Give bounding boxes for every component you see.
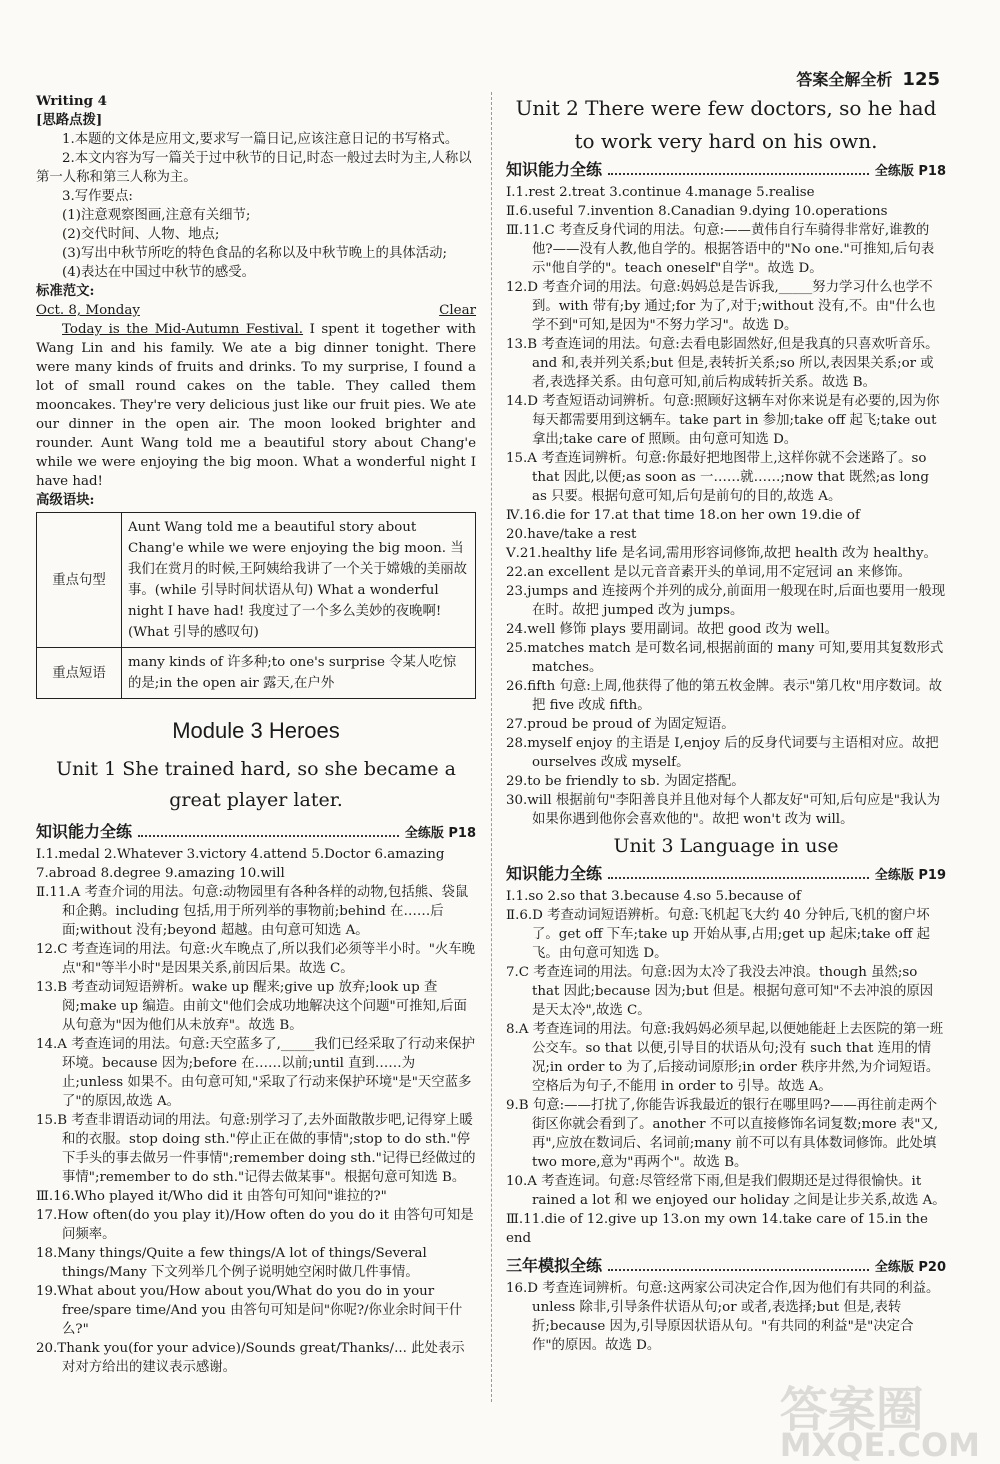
answer-line: 16.D 考查连词辨析。句意:这两家公司决定合作,因为他们有共同的利益。unless 除非,引导条件状语从句;or 或者,表选择;but 但是,表转折;because 因为,引导原因状语从句。"有共同的利益"是"决定合作"的原因。故选 D。 bbox=[506, 1281, 940, 1353]
answer-line: 30.will 根据前句"李阳善良并且他对每个人都友好"可知,后句应是"我认为如果你遇到他你会喜欢他的"。故把 won't 改为 will。 bbox=[506, 793, 941, 827]
answer-line: 17.How often(do you play it)/How often do you do it 由答句可知是问频率。 bbox=[36, 1208, 474, 1242]
tip-line: (4)表达在中国过中秋节的感受。 bbox=[62, 265, 256, 280]
unit1-title: Unit 1 She trained hard, so she became a great player later. bbox=[56, 758, 456, 811]
answer-line: Ⅱ.6.D 考查动词短语辨析。句意:飞机起飞大约 40 分钟后,飞机的窗户坏了。get off 下车;take up 开始从事,占用;get up 起床;take off 起飞。由句意可知选 D。 bbox=[506, 908, 931, 961]
answer-line: 29.to be friendly to sb. 为固定搭配。 bbox=[506, 774, 745, 789]
answer-line: Ⅰ.1.rest 2.treat 3.continue 4.manage 5.realise bbox=[506, 185, 815, 200]
tip-line: (1)注意观察图画,注意有关细节; bbox=[62, 208, 251, 223]
answer-line: Ⅲ.11.C 考查反身代词的用法。句意:——黄伟自行车骑得非常好,谁教的他?——没有人教,他自学的。根据答语中的"No one."可推知,后句表示"他自学的"。teach oneself"自学"。故选 D。 bbox=[506, 223, 935, 276]
answer-line: 22.an excellent 是以元音音素开头的单词,用不定冠词 an 来修饰。 bbox=[506, 565, 911, 580]
section-ref: 全练版 P18 bbox=[404, 826, 476, 841]
tip-line: 2.本文内容为写一篇关于过中秋节的日记,时态一般过去时为主,人称以第一人称和第三人称为主。 bbox=[36, 151, 472, 185]
answer-line: Ⅱ.6.useful 7.invention 8.Canadian 9.dying 10.operations bbox=[506, 204, 888, 219]
tip-line: 1.本题的文体是应用文,要求写一篇日记,应该注意日记的书写格式。 bbox=[62, 132, 459, 147]
answer-line: 28.myself enjoy 的主语是 I,enjoy 后的反身代词要与主语相对应。故把 ourselves 改成 myself。 bbox=[506, 736, 939, 770]
table-label: 重点短语 bbox=[37, 648, 122, 699]
answer-line: 24.well 修饰 plays 要用副词。故把 good 改为 well。 bbox=[506, 622, 838, 637]
answer-line: 23.jumps and 连接两个并列的成分,前面用一般现在时,后面也要用一般现在时。故把 jumped 改为 jumps。 bbox=[506, 584, 946, 618]
section-bar bbox=[506, 160, 946, 181]
diary-date: Oct. 8, Monday bbox=[36, 303, 140, 318]
table-row bbox=[37, 648, 476, 699]
watermark-logo: 答案圈 bbox=[779, 1382, 924, 1438]
answer-line: 12.D 考查介词的用法。句意:妈妈总是告诉我,_____努力学习什么也学不到。with 带有;by 通过;for 为了,对于;without 没有,不。由"什么也学不到"可知,是因为"不努力学习"。故选 D。 bbox=[506, 280, 936, 333]
watermark-url: MXQE.COM bbox=[779, 1426, 980, 1464]
answer-line: 20.have/take a rest bbox=[506, 527, 637, 542]
tips-title: [思路点拨] bbox=[36, 112, 103, 128]
section-ref: 全练版 P20 bbox=[874, 1260, 946, 1275]
answer-line: 19.What about you/How about you/What do you do in your free/spare time/And you 由答句可知是问"你呢?/你业余时间干什么?" bbox=[36, 1284, 463, 1337]
diary-weather: Clear bbox=[439, 303, 476, 318]
answer-line: 26.fifth 句意:上周,他获得了他的第五枚金牌。表示"第几枚"用序数词。故把 five 改成 fifth。 bbox=[506, 679, 943, 713]
header-title: 答案全解全析 bbox=[796, 70, 893, 89]
answer-line: 25.matches match 是可数名词,根据前面的 many 可知,要用其复数形式 matches。 bbox=[506, 641, 944, 675]
essay-first-sentence: Today is the Mid-Autumn Festival. bbox=[62, 322, 304, 337]
section-bar bbox=[506, 864, 946, 885]
answer-line: 15.B 考查非谓语动词的用法。句意:别学习了,去外面散散步吧,记得穿上暖和的衣服。stop doing sth."停止正在做的事情";stop to do sth."停下手头的事去做另一件事情";remember doing sth."记得已经做过的事情";remember to do sth."记得去做某事"。根据句意可知选 B。 bbox=[36, 1113, 476, 1185]
table-content: Aunt Wang told me a beautiful story about Chang'e while we were enjoying the big moon. 当我们在赏月的时候,王阿姨给我讲了一个关于嫦娥的美丽故事。(while 引导时间状语从句) What a wonderful night I have had! 我度过了一个多么美妙的夜晚啊!(What 引导的感叹句) bbox=[122, 513, 476, 648]
answer-line: 20.Thank you(for your advice)/Sounds great/Thanks/... 此处表示对对方给出的建议表示感谢。 bbox=[36, 1341, 465, 1375]
table-content: many kinds of 许多种;to one's surprise 令某人吃惊的是;in the open air 露天,在户外 bbox=[122, 648, 476, 699]
section-dots bbox=[608, 173, 869, 175]
answer-line: 18.Many things/Quite a few things/A lot of things/Several things/Many 下文列举几个例子说明她空闲时做几件事情。 bbox=[36, 1246, 427, 1280]
answer-line: 7.C 考查连词的用法。句意:因为太冷了我没去冲浪。though 虽然;so that 因此;because 因为;but 但是。根据句意可知"不去冲浪的原因是天太冷",故选 C。 bbox=[506, 965, 934, 1018]
essay-body: I spent it together with Wang Lin and his family. We ate a big dinner tonight. There were many kinds of fruits and drinks. To my surprise, I found a lot of small round cakes on the table. They called them mooncakes. They're very delicious just like our fruit pies. We ate our dinner in the open air. The moon looked brighter and rounder. Aunt Wang told me a beautiful story about Chang'e while we were enjoying the big moon. What a wonderful night I have had! bbox=[36, 322, 476, 489]
page-header bbox=[796, 70, 940, 89]
section-bar bbox=[506, 1256, 946, 1277]
answer-line: 7.abroad 8.degree 9.amazing 10.will bbox=[36, 866, 285, 881]
answer-line: Ⅲ.11.die of 12.give up 13.on my own 14.take care of 15.in the end bbox=[506, 1212, 928, 1246]
page-number: 125 bbox=[902, 69, 940, 90]
tip-line: (2)交代时间、人物、地点; bbox=[62, 227, 220, 242]
writing-title: Writing 4 bbox=[36, 93, 107, 109]
section-dots bbox=[608, 877, 869, 879]
unit2-title: Unit 2 There were few doctors, so he had to work very hard on his own. bbox=[515, 96, 937, 153]
section-title: 知识能力全练 bbox=[36, 822, 133, 841]
answer-line: Ⅰ.1.medal 2.Whatever 3.victory 4.attend 5.Doctor 6.amazing bbox=[36, 847, 445, 862]
tip-line: 3.写作要点: bbox=[62, 189, 133, 204]
left-column bbox=[36, 92, 476, 1377]
table-label: 重点句型 bbox=[37, 513, 122, 648]
answer-line: 13.B 考查动词短语辨析。wake up 醒来;give up 放弃;look up 查阅;make up 编造。由前文"他们会成功地解决这个问题"可推知,后面从句意为"因为他们从未放弃"。故选 B。 bbox=[36, 980, 467, 1033]
key-expressions-table bbox=[36, 512, 476, 699]
section-title: 知识能力全练 bbox=[506, 864, 603, 883]
answer-line: 9.B 句意:——打扰了,你能告诉我最近的银行在哪里吗?——再往前走两个街区你就会看到了。another 不可以直接修饰名词复数;more 表"又,再",应放在数词后、名词前;many 前不可以有具体数词修饰。此处填 two more,意为"再两个"。故选 B。 bbox=[506, 1098, 939, 1170]
section-dots bbox=[608, 1269, 869, 1271]
module-title: Module 3 Heroes bbox=[172, 718, 340, 743]
answer-line: 8.A 考查连词的用法。句意:我妈妈必须早起,以便她能赶上去医院的第一班公交车。so that 以便,引导目的状语从句;没有 such that 连用的情况;in order to 为了,后接动词原形;in order 秩序井然,为介词短语。空格后为句子,不能用 in order to 引导。故选 A。 bbox=[506, 1022, 944, 1094]
section-ref: 全练版 P18 bbox=[874, 164, 946, 179]
advanced-chunks-title: 高级语块: bbox=[36, 492, 95, 508]
model-essay bbox=[36, 320, 476, 491]
answer-line: Ⅳ.16.die for 17.at that time 18.on her own 19.die of bbox=[506, 508, 860, 523]
section-ref: 全练版 P19 bbox=[874, 868, 946, 883]
model-essay-title: 标准范文: bbox=[36, 283, 95, 299]
tip-line: (3)写出中秋节所吃的特色食品的名称以及中秋节晚上的具体活动; bbox=[62, 246, 448, 261]
answer-line: Ⅰ.1.so 2.so that 3.because 4.so 5.because of bbox=[506, 889, 801, 904]
answer-line: 15.A 考查连词辨析。句意:你最好把地图带上,这样你就不会迷路了。so that 因此,以便;as soon as 一……就……;now that 既然;as long as 只要。根据句意可知,后句是前句的目的,故选 A。 bbox=[506, 451, 929, 504]
section-dots bbox=[138, 835, 399, 837]
answer-line: Ⅲ.16.Who played it/Who did it 由答句可知问"谁拉的?" bbox=[36, 1189, 387, 1204]
right-column bbox=[506, 92, 946, 1355]
table-row bbox=[37, 513, 476, 648]
answer-line: 13.B 考查连词的用法。句意:去看电影固然好,但是我真的只喜欢听音乐。and 和,表并列关系;but 但是,表转折关系;so 所以,表因果关系;or 或者,表选择关系。由句意可知,前后构成转折关系。故选 B。 bbox=[506, 337, 939, 390]
section-bar bbox=[36, 822, 476, 843]
answer-line: 10.A 考查连词。句意:尽管经常下雨,但是我们假期还是过得很愉快。it rained a lot 和 we enjoyed our holiday 之间是让步关系,故选 A。 bbox=[506, 1174, 946, 1208]
unit3-title: Unit 3 Language in use bbox=[613, 835, 839, 857]
answer-line: 14.A 考查连词的用法。句意:天空蓝多了,_____我们已经采取了行动来保护环境。because 因为;before 在……以前;until 直到……为止;unless 如果不。由句意可知,"采取了行动来保护环境"是"天空蓝多了"的原因,故选 A。 bbox=[36, 1037, 476, 1109]
section-title: 三年模拟全练 bbox=[506, 1256, 603, 1275]
answer-line: 27.proud be proud of 为固定短语。 bbox=[506, 717, 735, 732]
answer-line: 14.D 考查短语动词辨析。句意:照顾好这辆车对你来说是有必要的,因为你每天都需要用到这辆车。take part in 参加;take off 起飞;take out 拿出;take care of 照顾。由句意可知选 D。 bbox=[506, 394, 940, 447]
answer-line: Ⅴ.21.healthy life 是名词,需用形容词修饰,故把 health 改为 healthy。 bbox=[506, 546, 937, 561]
answer-line: 12.C 考查连词的用法。句意:火车晚点了,所以我们必须等半小时。"火车晚点"和"等半小时"是因果关系,前因后果。故选 C。 bbox=[36, 942, 476, 976]
column-divider bbox=[491, 92, 493, 1402]
diary-header bbox=[36, 301, 476, 320]
answer-line: Ⅱ.11.A 考查介词的用法。句意:动物园里有各种各样的动物,包括熊、袋鼠和企鹅。including 包括,用于所列举的事物前;behind 在……后面;without 没有;beyond 超越。由句意可知选 A。 bbox=[36, 885, 469, 938]
section-title: 知识能力全练 bbox=[506, 160, 603, 179]
watermark bbox=[779, 1382, 980, 1464]
